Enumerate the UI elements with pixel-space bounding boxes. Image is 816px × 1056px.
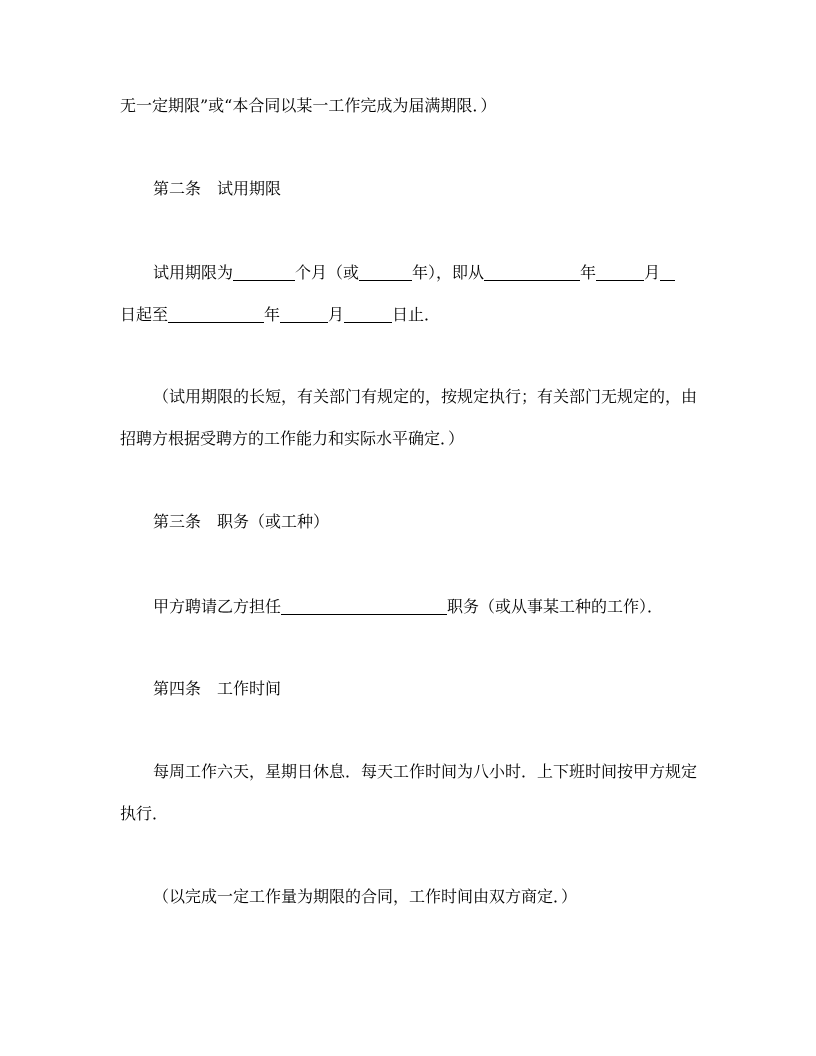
text: 职务（或从事某工种的工作）． — [447, 597, 664, 616]
section-heading-2 — [153, 179, 281, 199]
section-heading-4 — [153, 679, 281, 699]
article-number: 第四条 — [153, 679, 202, 698]
text: 执行． — [120, 804, 169, 823]
note-line — [153, 387, 697, 407]
text: 试用期限为 — [153, 263, 234, 282]
text: 个月（或 — [295, 263, 360, 282]
text: （以完成一定工作量为期限的合同，工作时间由双方商定．） — [153, 887, 578, 906]
work-time-line-1 — [153, 762, 697, 782]
note-line — [153, 887, 577, 907]
text: 年 — [264, 305, 281, 324]
article-title: 工作时间 — [217, 679, 282, 698]
article-number: 第二条 — [153, 179, 202, 198]
blank-field — [484, 262, 580, 281]
blank-field — [280, 304, 328, 323]
blank-field — [660, 262, 675, 281]
paragraph-line — [120, 96, 496, 116]
text: 月 — [644, 263, 661, 282]
text: 日止． — [392, 305, 441, 324]
article-title: 职务（或工种） — [217, 512, 330, 531]
blank-field — [233, 262, 295, 281]
note-line — [120, 429, 464, 449]
text: 日起至 — [120, 305, 169, 324]
text: 无一定期限”或“本合同以某一工作完成为届满期限．） — [120, 96, 497, 115]
blank-field — [281, 596, 447, 615]
work-time-line-2 — [120, 804, 168, 824]
text: 每周工作六天，星期日休息．每天工作时间为八小时．上下班时间按甲方规定 — [153, 762, 698, 781]
trial-period-line-2 — [120, 304, 440, 325]
text: 招聘方根据受聘方的工作能力和实际水平确定．） — [120, 429, 465, 448]
blank-field — [596, 262, 644, 281]
text: 甲方聘请乙方担任 — [153, 597, 282, 616]
section-heading-3 — [153, 512, 329, 532]
text: 年 — [580, 263, 597, 282]
text: （试用期限的长短，有关部门有规定的，按规定执行；有关部门无规定的，由 — [153, 387, 698, 406]
blank-field — [344, 304, 392, 323]
job-line — [153, 596, 663, 617]
text: 年），即从 — [412, 263, 485, 282]
text: 月 — [328, 305, 345, 324]
blank-field — [168, 304, 264, 323]
article-number: 第三条 — [153, 512, 202, 531]
blank-field — [359, 262, 412, 281]
trial-period-line-1 — [153, 262, 675, 283]
article-title: 试用期限 — [217, 179, 282, 198]
